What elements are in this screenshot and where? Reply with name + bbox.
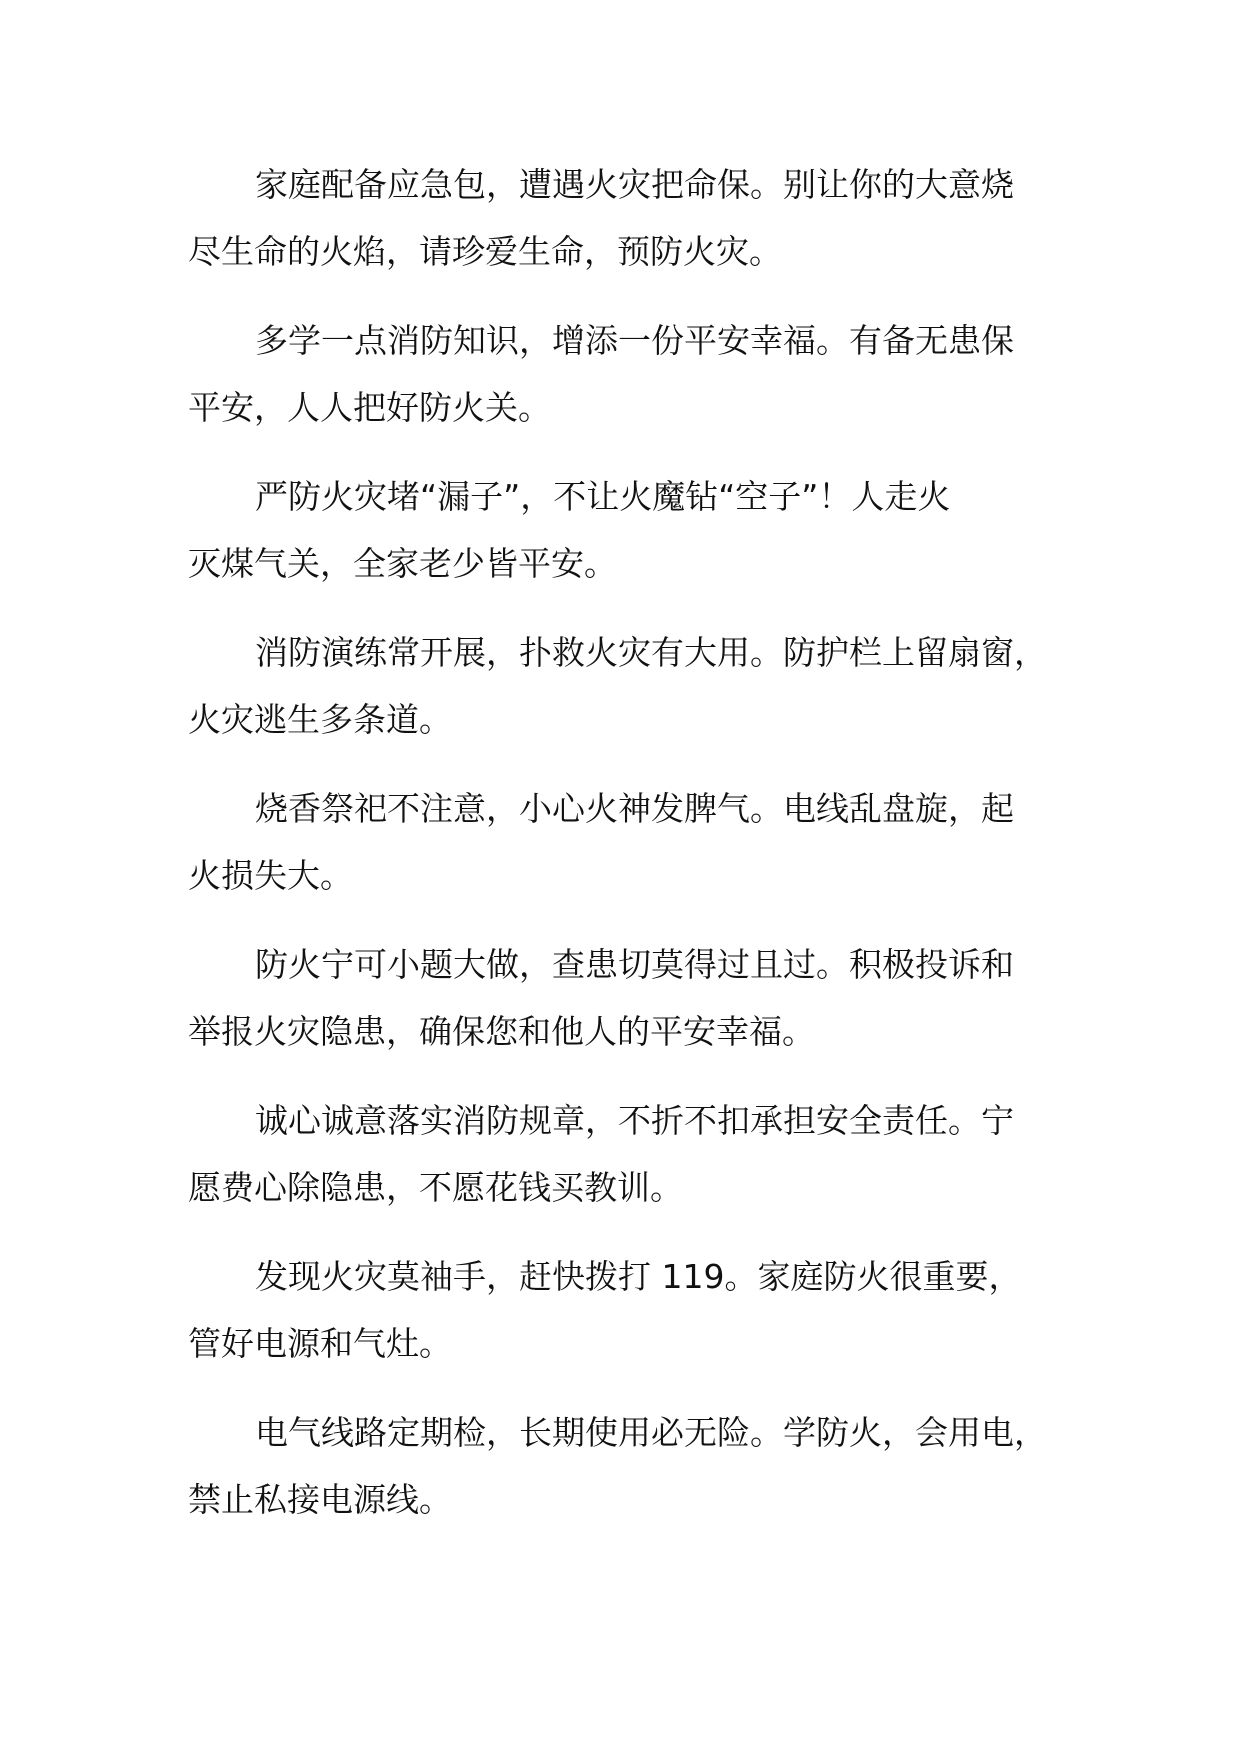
paragraph-line: 多学一点消防知识，增添一份平安幸福。有备无患保	[255, 321, 1014, 360]
paragraph	[188, 619, 1068, 753]
paragraph	[188, 1243, 1068, 1377]
paragraph	[188, 307, 1068, 441]
paragraph	[188, 931, 1068, 1065]
paragraph	[188, 151, 1068, 285]
paragraph-line: 火损失大。	[188, 856, 353, 895]
paragraph-line: 举报火灾隐患，确保您和他人的平安幸福。	[188, 1012, 815, 1051]
paragraph-line: 电气线路定期检，长期使用必无险。学防火，会用电，	[255, 1413, 1047, 1452]
document-body	[188, 151, 1068, 1555]
paragraph-line: 管好电源和气灶。	[188, 1324, 452, 1363]
paragraph-line: 防火宁可小题大做，查患切莫得过且过。积极投诉和	[255, 945, 1014, 984]
paragraph-line: 家庭配备应急包，遭遇火灾把命保。别让你的大意烧	[255, 165, 1014, 204]
paragraph-line: 严防火灾堵“漏子”，不让火魔钻“空子”！人走火	[255, 477, 951, 516]
paragraph-line: 消防演练常开展，扑救火灾有大用。防护栏上留扇窗，	[255, 633, 1047, 672]
paragraph-line: 平安，人人把好防火关。	[188, 388, 551, 427]
paragraph-line: 愿费心除隐患，不愿花钱买教训。	[188, 1168, 683, 1207]
paragraph	[188, 463, 1068, 597]
paragraph	[188, 775, 1068, 909]
paragraph-line: 禁止私接电源线。	[188, 1480, 452, 1519]
paragraph-line: 烧香祭祀不注意，小心火神发脾气。电线乱盘旋，起	[255, 789, 1014, 828]
paragraph-line: 发现火灾莫袖手，赶快拨打 119。家庭防火很重要，	[255, 1257, 1022, 1296]
paragraph-line: 灭煤气关，全家老少皆平安。	[188, 544, 617, 583]
paragraph-line: 尽生命的火焰，请珍爱生命，预防火灾。	[188, 232, 782, 271]
paragraph-line: 火灾逃生多条道。	[188, 700, 452, 739]
paragraph-line: 诚心诚意落实消防规章，不折不扣承担安全责任。宁	[255, 1101, 1014, 1140]
paragraph	[188, 1399, 1068, 1533]
paragraph	[188, 1087, 1068, 1221]
